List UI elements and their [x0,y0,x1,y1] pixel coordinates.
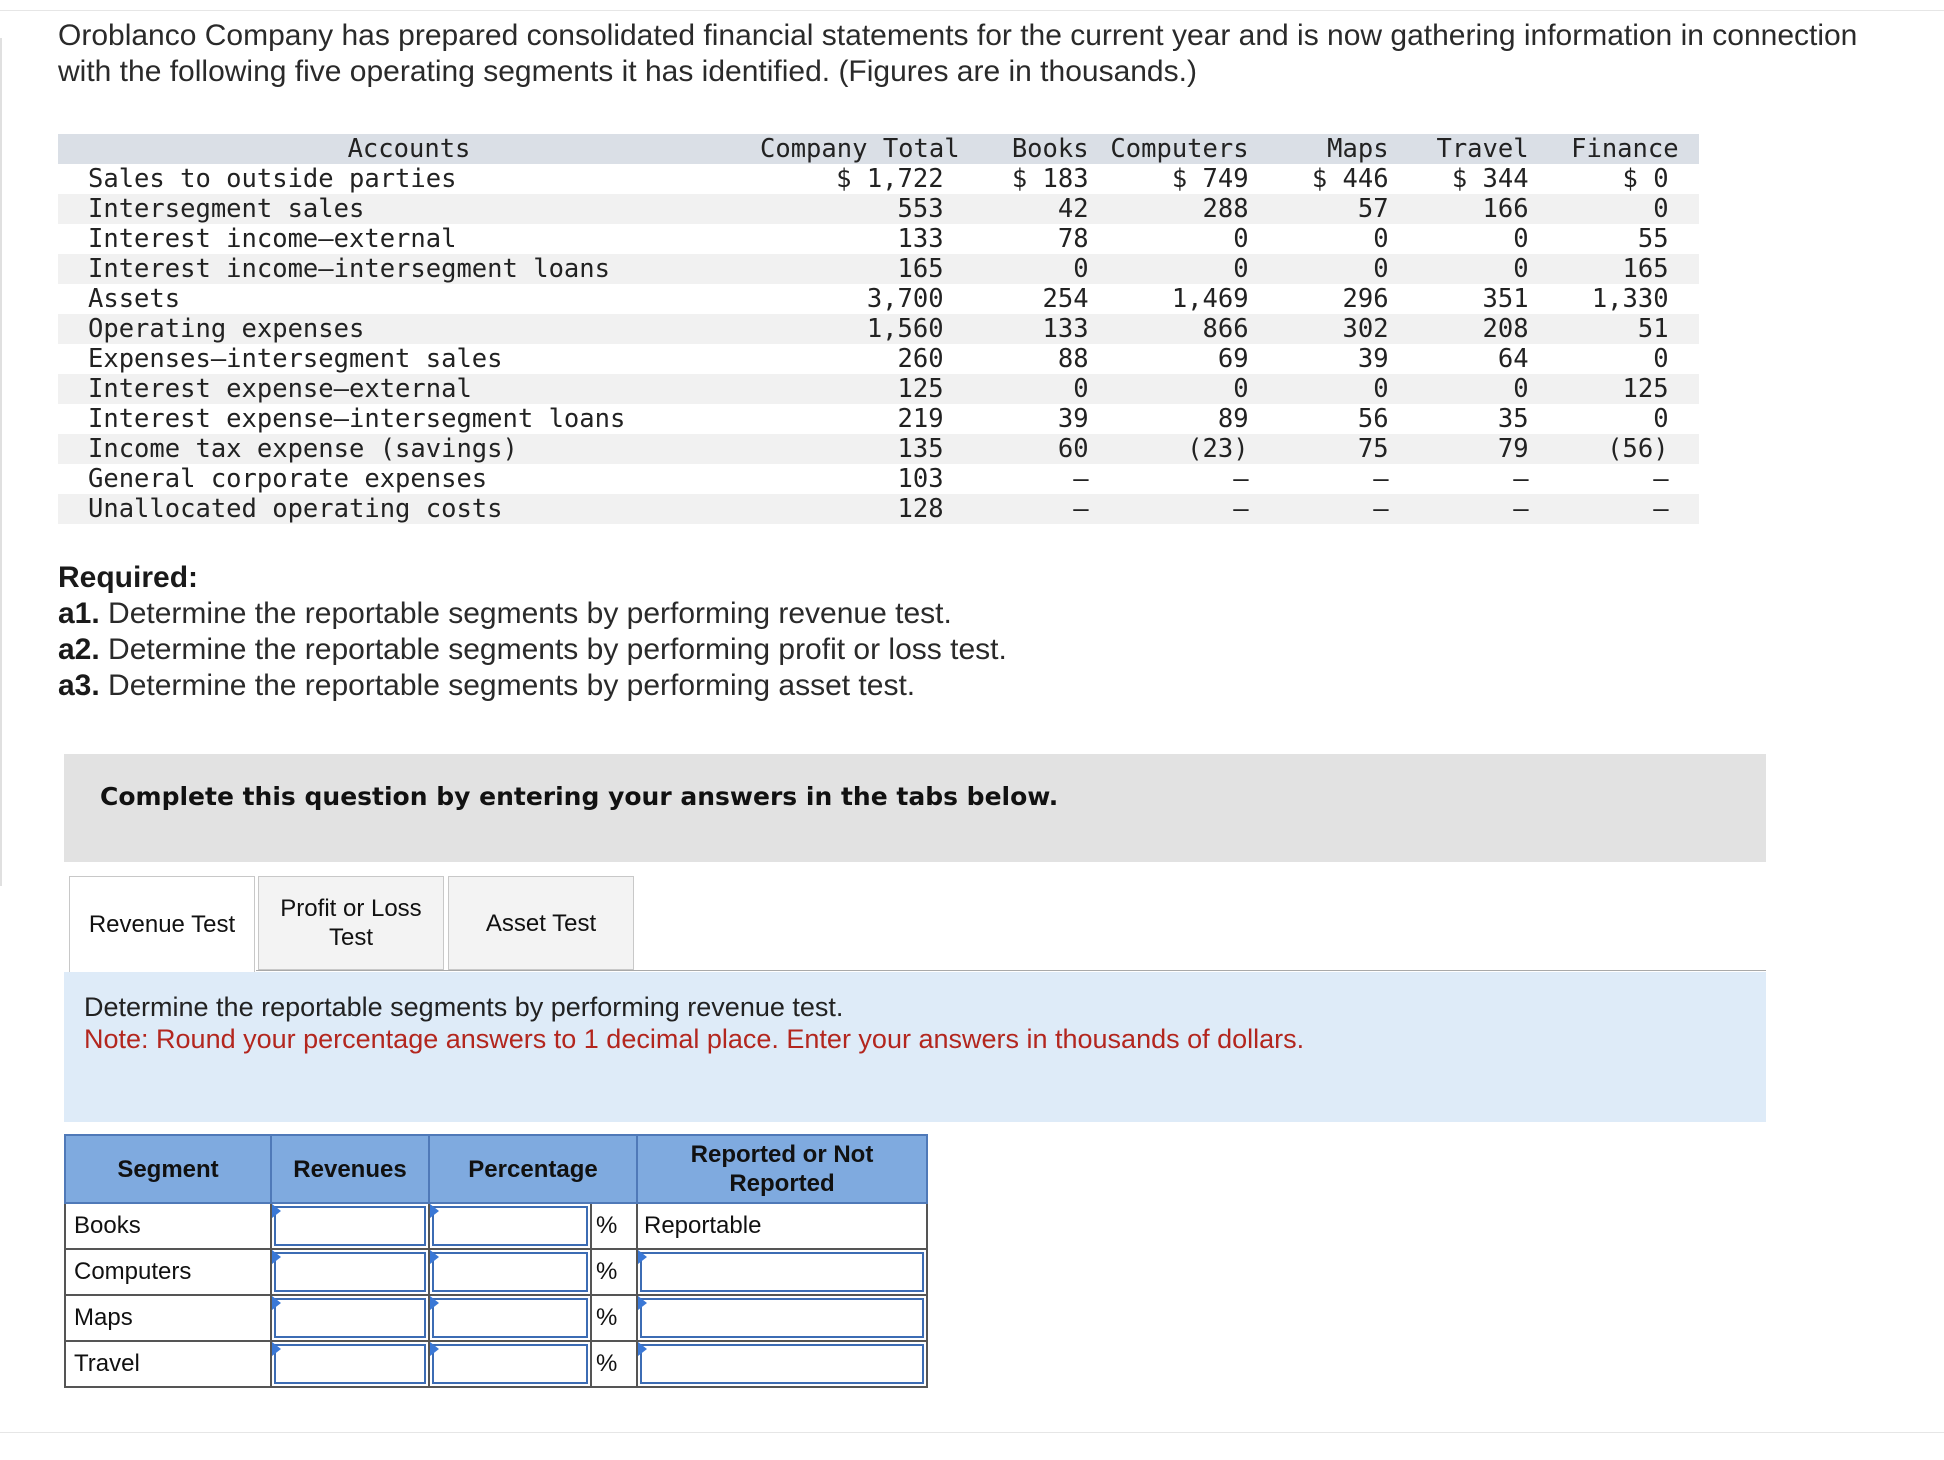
header-accounts: Accounts [58,134,760,164]
account-value: 39 [1357,344,1389,374]
left-divider [0,38,2,886]
required-item-a2: a2. Determine the reportable segments by performing profit or loss test. [58,633,1007,666]
account-name: Interest income—external [88,224,457,254]
account-name: General corporate expenses [88,464,488,494]
required-item-a1: a1. Determine the reportable segments by performing revenue test. [58,597,952,630]
col-revenues: Revenues [271,1135,429,1203]
account-value: (56) [1529,434,1699,464]
segment-row [65,1249,927,1295]
bottom-divider [0,1432,1944,1433]
account-value: 165 [760,254,960,284]
header-finance: Finance [1529,134,1699,164]
account-value: 166 [1389,194,1529,224]
reported-cell [637,1249,927,1295]
input-marker-icon [430,1204,439,1218]
account-value: 866 [1089,314,1249,344]
header-books: Books [960,134,1089,164]
required-heading: Required: [58,561,199,594]
account-value: $ 1,722 [836,164,944,194]
input-marker-icon [272,1204,281,1218]
revenue-test-panel [64,972,1766,1122]
account-value: 288 [1089,194,1249,224]
account-value: – [1529,494,1699,524]
account-value: 0 [1249,254,1389,284]
account-value: 1,330 [1591,284,1669,314]
account-value: 0 [1089,254,1249,284]
account-value: 208 [1389,314,1529,344]
header-computers: Computers [1089,134,1249,164]
accounts-row [58,344,1699,374]
required-section [58,560,1007,704]
account-value: 42 [960,194,1089,224]
accounts-row [58,404,1699,434]
account-value: 0 [1513,224,1529,254]
account-value: 51 [1529,314,1699,344]
problem-intro: Oroblanco Company has prepared consolidated financial statements for the current year and is now gathering information in connection with the following five operating segments it has identified. (Figures are in thousands.) [58,19,1858,88]
account-name: Sales to outside parties [88,164,457,194]
reported-input[interactable] [640,1298,924,1338]
account-name: Interest income—intersegment loans [58,254,760,284]
header-maps: Maps [1249,134,1389,164]
account-value: 56 [1357,404,1389,434]
input-marker-icon [272,1296,281,1310]
account-name: Expenses—intersegment sales [88,344,503,374]
account-value: 0 [1089,374,1249,404]
account-value: 0 [1529,194,1699,224]
accounts-row [58,494,1699,524]
account-value: 0 [1233,224,1249,254]
account-value: – [1513,464,1529,494]
revenue-cell [271,1249,429,1295]
accounts-row [58,224,1699,254]
accounts-row [58,254,1699,284]
account-value: 1,560 [760,314,960,344]
account-value: 0 [960,374,1089,404]
account-value: 125 [1529,374,1699,404]
account-value: 78 [1057,224,1089,254]
tab-underline [256,970,1766,971]
account-value: 0 [960,254,1089,284]
account-name: Income tax expense (savings) [58,434,760,464]
account-value: 0 [1373,224,1389,254]
account-value: 0 [1653,344,1669,374]
account-value: 75 [1249,434,1389,464]
account-value: 1,469 [1171,284,1249,314]
segment-name: Maps [65,1295,271,1341]
segment-row [65,1203,927,1249]
account-value: 125 [760,374,960,404]
account-value: 57 [1249,194,1389,224]
account-value: 69 [1217,344,1249,374]
accounts-row [58,434,1699,464]
account-name: Unallocated operating costs [58,494,760,524]
account-value: – [960,494,1089,524]
accounts-body [58,164,1699,524]
account-value: – [1073,464,1089,494]
instruction-banner [64,754,1766,862]
account-value: 0 [1389,374,1529,404]
account-value: – [1233,464,1249,494]
percentage-cell [429,1341,591,1387]
percentage-cell [429,1249,591,1295]
account-value: 133 [960,314,1089,344]
account-value: – [1249,494,1389,524]
revenue-cell [271,1295,429,1341]
instruction-text: Complete this question by entering your answers in the tabs below. [100,782,1059,811]
account-value: 254 [1042,284,1089,314]
input-marker-icon [272,1342,281,1356]
col-segment: Segment [65,1135,271,1203]
account-value: $ 749 [1171,164,1249,194]
percentage-input[interactable] [432,1206,588,1246]
reported-cell [637,1295,927,1341]
percentage-input[interactable] [432,1344,588,1384]
account-value: 351 [1482,284,1529,314]
accounts-row [58,284,1699,314]
account-value: – [1373,464,1389,494]
account-value: 60 [960,434,1089,464]
account-value: $ 0 [1622,164,1669,194]
input-marker-icon [638,1296,647,1310]
account-value: 89 [1217,404,1249,434]
tab-profit-or-loss-test[interactable]: Profit or Loss Test [258,876,444,970]
panel-description: Determine the reportable segments by performing revenue test. [84,992,844,1022]
percentage-cell [429,1203,591,1249]
tab-asset-test[interactable]: Asset Test [448,876,634,970]
percent-sign: % [591,1295,637,1341]
percent-sign: % [591,1249,637,1295]
input-marker-icon [638,1250,647,1264]
header-travel: Travel [1389,134,1529,164]
account-value: $ 344 [1451,164,1529,194]
account-value: 165 [1529,254,1699,284]
segment-name: Computers [65,1249,271,1295]
account-value: 0 [1653,404,1669,434]
accounts-row [58,164,1699,194]
account-value: $ 446 [1311,164,1389,194]
reported-input[interactable] [640,1344,924,1384]
segment-name: Books [65,1203,271,1249]
account-name: Assets [88,284,181,314]
account-value: 219 [897,404,944,434]
account-value: 88 [1057,344,1089,374]
account-value: 133 [897,224,944,254]
accounts-table [58,134,1699,524]
revenue-input[interactable] [274,1298,426,1338]
segment-body [65,1203,927,1387]
tab-revenue-test[interactable]: Revenue Test [69,876,255,972]
col-percentage: Percentage [429,1135,637,1203]
account-name: Operating expenses [58,314,760,344]
revenue-cell [271,1203,429,1249]
accounts-row [58,314,1699,344]
col-reported: Reported or Not Reported [637,1135,927,1203]
accounts-row [58,374,1699,404]
account-value: 39 [1057,404,1089,434]
account-value: $ 183 [1011,164,1089,194]
percentage-cell [429,1295,591,1341]
account-value: 103 [897,464,944,494]
account-value: – [1389,494,1529,524]
input-marker-icon [638,1342,647,1356]
input-marker-icon [430,1250,439,1264]
account-value: – [1089,494,1249,524]
top-divider [0,10,1944,11]
account-value: 0 [1249,374,1389,404]
input-marker-icon [272,1250,281,1264]
account-value: 260 [897,344,944,374]
account-value: 135 [760,434,960,464]
input-marker-icon [430,1342,439,1356]
segment-name: Travel [65,1341,271,1387]
segment-header-row [65,1135,927,1203]
account-value: 0 [1389,254,1529,284]
revenue-test-table [64,1134,928,1388]
account-name: Interest expense—intersegment loans [88,404,626,434]
required-item-a3: a3. Determine the reportable segments by performing asset test. [58,669,916,702]
revenue-input[interactable] [274,1206,426,1246]
account-value: 128 [760,494,960,524]
revenue-input[interactable] [274,1252,426,1292]
account-value: (23) [1089,434,1249,464]
account-value: 553 [760,194,960,224]
segment-row [65,1341,927,1387]
reported-status: Reportable [637,1203,927,1249]
accounts-row [58,464,1699,494]
percentage-input[interactable] [432,1252,588,1292]
percent-sign: % [591,1341,637,1387]
reported-cell [637,1341,927,1387]
revenue-cell [271,1341,429,1387]
percent-sign: % [591,1203,637,1249]
panel-note: Note: Round your percentage answers to 1 decimal place. Enter your answers in thousands of dollars. [84,1024,1305,1054]
accounts-header-row [58,134,1699,164]
account-value: – [1653,464,1669,494]
account-name: Interest expense—external [58,374,760,404]
input-marker-icon [430,1296,439,1310]
segment-row [65,1295,927,1341]
account-name: Intersegment sales [58,194,760,224]
reported-input[interactable] [640,1252,924,1292]
account-value: 3,700 [866,284,944,314]
account-value: 79 [1389,434,1529,464]
revenue-input[interactable] [274,1344,426,1384]
account-value: 302 [1249,314,1389,344]
account-value: 64 [1497,344,1529,374]
percentage-input[interactable] [432,1298,588,1338]
account-value: 35 [1497,404,1529,434]
account-value: 296 [1342,284,1389,314]
header-company-total: Company Total [760,134,960,164]
accounts-row [58,194,1699,224]
account-value: 55 [1637,224,1669,254]
